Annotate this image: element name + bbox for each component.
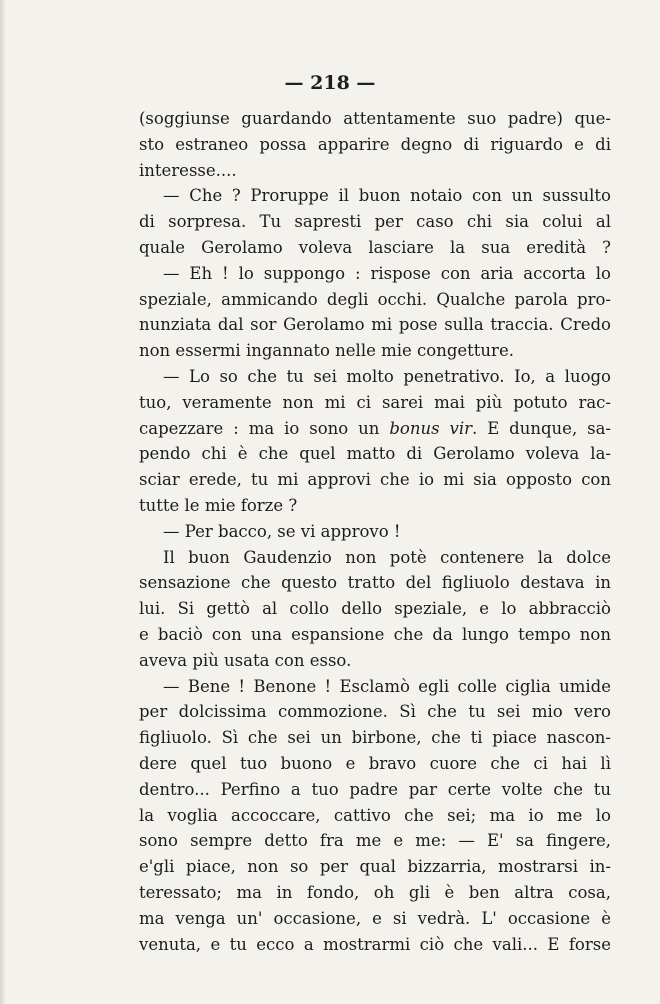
text-line: dentro... Perfino a tuo padre par certe volte che tu (139, 779, 611, 799)
text-line: non essermi ingannato nelle mie congetture. (139, 341, 514, 361)
text-line: tuo, veramente non mi ci sarei mai più potuto rac- (139, 392, 611, 412)
text-line: sciar erede, tu mi approvi che io mi sia opposto con (139, 470, 611, 490)
text-line: ma venga un' occasione, e si vedrà. L' occasione è (139, 908, 611, 928)
text-line: speziale, ammicando degli occhi. Qualche parola pro- (139, 289, 611, 309)
text-line: (soggiunse guardando attentamente suo padre) que- (139, 109, 611, 128)
text-line: quale Gerolamo voleva lasciare la sua eredità ? (139, 237, 611, 257)
text-line: la voglia accoccare, cattivo che sei; ma io me lo (139, 805, 611, 825)
text-segment: capezzare : ma io sono un (139, 418, 390, 438)
text-line: — Per bacco, se vi approvo ! (163, 521, 401, 541)
body-text (139, 106, 611, 957)
page-number: — 218 — (284, 72, 376, 94)
text-line: nunziata dal sor Gerolamo mi pose sulla traccia. Credo (139, 315, 611, 335)
text-segment: . E dunque, sa- (472, 418, 612, 438)
text-line: — Che ? Proruppe il buon notaio con un sussulto (163, 186, 611, 206)
text-line: teressato; ma in fondo, oh gli è ben altra cosa, (139, 882, 611, 902)
text-line: interesse.... (139, 160, 237, 180)
text-line: — Lo so che tu sei molto penetrativo. Io, a luogo (163, 366, 611, 386)
text-line: lui. Si gettò al collo dello speziale, e lo abbracciò (139, 599, 611, 619)
text-line: sono sempre detto fra me e me: — E' sa fingere, (139, 831, 611, 851)
text-line: figliuolo. Sì che sei un birbone, che ti piace nascon- (139, 728, 611, 748)
text-line: sto estraneo possa apparire degno di riguardo e di (139, 134, 611, 154)
text-line: tutte le mie forze ? (139, 495, 298, 515)
text-line: aveva più usata con esso. (139, 650, 352, 670)
text-line: Il buon Gaudenzio non potè contenere la dolce (163, 547, 611, 567)
text-line: — Eh ! lo suppongo : rispose con aria accorta lo (163, 263, 611, 283)
text-line: venuta, e tu ecco a mostrarmi ciò che vali... E forse (139, 934, 611, 954)
text-line: sensazione che questo tratto del figliuolo destava in (139, 573, 611, 593)
text-line: dere quel tuo buono e bravo cuore che ci hai lì (139, 753, 611, 773)
text-line: per dolcissima commozione. Sì che tu sei mio vero (139, 702, 611, 722)
latin-phrase: bonus vir (389, 418, 473, 438)
text-line: e baciò con una espansione che da lungo tempo non (139, 624, 611, 644)
text-line: di sorpresa. Tu sapresti per caso chi sia colui al (139, 212, 611, 232)
text-line: — Bene ! Benone ! Esclamò egli colle ciglia umide (163, 676, 611, 696)
page-edge-shadow (0, 0, 6, 1004)
text-line: pendo chi è che quel matto di Gerolamo voleva la- (139, 444, 611, 464)
text-line-mixed (139, 416, 611, 442)
text-line: e'gli piace, non so per qual bizzarria, mostrarsi in- (139, 857, 611, 877)
